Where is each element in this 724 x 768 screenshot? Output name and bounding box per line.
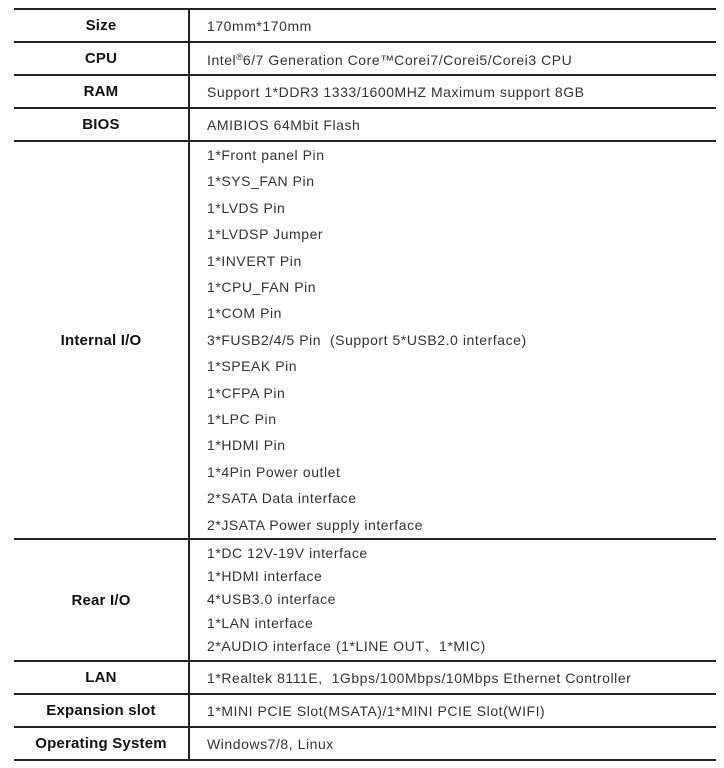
row-value-rear-io [190, 540, 716, 660]
spec-value-line: 1*CFPA Pin [207, 384, 286, 401]
spec-value-line [207, 47, 716, 70]
spec-value-line: 1*SPEAK Pin [207, 358, 298, 375]
row-label-rear-io: Rear I/O [14, 540, 190, 660]
trademark-mark: ™ [380, 52, 395, 68]
table-row-bios [14, 109, 716, 142]
spec-value-line: Windows7/8, Linux [207, 735, 334, 752]
row-value-size [190, 10, 716, 41]
cpu-text-part: Intel [207, 52, 237, 68]
registered-mark: ® [236, 52, 243, 62]
table-row-lan [14, 662, 716, 695]
row-value-ram [190, 76, 716, 107]
spec-value-line: 1*LVDS Pin [207, 199, 286, 216]
spec-value-line: 1*INVERT Pin [207, 252, 302, 269]
row-value-cpu [190, 43, 716, 74]
spec-value-line: 4*USB3.0 interface [207, 591, 336, 608]
spec-value-line: 2*AUDIO interface (1*LINE OUT、1*MIC) [207, 637, 486, 654]
spec-value-line: 1*LVDSP Jumper [207, 226, 324, 243]
spec-value-line: 1*HDMI Pin [207, 437, 286, 454]
spec-value-line: 3*FUSB2/4/5 Pin (Support 5*USB2.0 interface) [207, 331, 527, 348]
spec-value-line: 1*DC 12V-19V interface [207, 544, 368, 561]
table-row-expansion-slot [14, 695, 716, 728]
cpu-text-part: 6/7 Generation Core [242, 52, 381, 68]
table-row-internal-io [14, 142, 716, 540]
row-value-lan [190, 662, 716, 693]
spec-value-line: 170mm*170mm [207, 17, 312, 34]
table-row-ram [14, 76, 716, 109]
row-value-bios [190, 109, 716, 140]
row-label-operating-system: Operating System [14, 728, 190, 759]
spec-value-line: 1*COM Pin [207, 305, 282, 322]
spec-value-line: 1*SYS_FAN Pin [207, 173, 315, 190]
table-row-size [14, 10, 716, 43]
spec-value-line: 1*Realtek 8111E, 1Gbps/100Mbps/10Mbps Ethernet Controller [207, 669, 632, 686]
row-label-lan: LAN [14, 662, 190, 693]
row-label-expansion-slot: Expansion slot [14, 695, 190, 726]
table-row-rear-io [14, 540, 716, 662]
row-label-ram: RAM [14, 76, 190, 107]
table-row-cpu [14, 43, 716, 76]
row-value-internal-io [190, 142, 716, 538]
row-label-bios: BIOS [14, 109, 190, 140]
table-row-operating-system [14, 728, 716, 761]
row-label-internal-io: Internal I/O [14, 142, 190, 538]
spec-value-line: 2*JSATA Power supply interface [207, 516, 423, 533]
row-value-operating-system [190, 728, 716, 759]
spec-value-line: 1*LPC Pin [207, 411, 277, 428]
spec-value-line: Support 1*DDR3 1333/1600MHZ Maximum support 8GB [207, 83, 585, 100]
spec-value-line: 1*LAN interface [207, 614, 314, 631]
spec-value-line: 1*4Pin Power outlet [207, 463, 341, 480]
spec-value-line: 2*SATA Data interface [207, 490, 357, 507]
spec-value-line: 1*HDMI interface [207, 568, 323, 585]
spec-table [14, 8, 716, 761]
spec-value-line: 1*MINI PCIE Slot(MSATA)/1*MINI PCIE Slot(WIFI) [207, 702, 546, 719]
cpu-text-part: Corei7/Corei5/Corei3 CPU [394, 52, 573, 68]
row-label-cpu: CPU [14, 43, 190, 74]
spec-value-line: 1*Front panel Pin [207, 146, 325, 163]
spec-value-line: AMIBIOS 64Mbit Flash [207, 116, 361, 133]
row-value-expansion-slot [190, 695, 716, 726]
row-label-size: Size [14, 10, 190, 41]
spec-value-line: 1*CPU_FAN Pin [207, 278, 317, 295]
